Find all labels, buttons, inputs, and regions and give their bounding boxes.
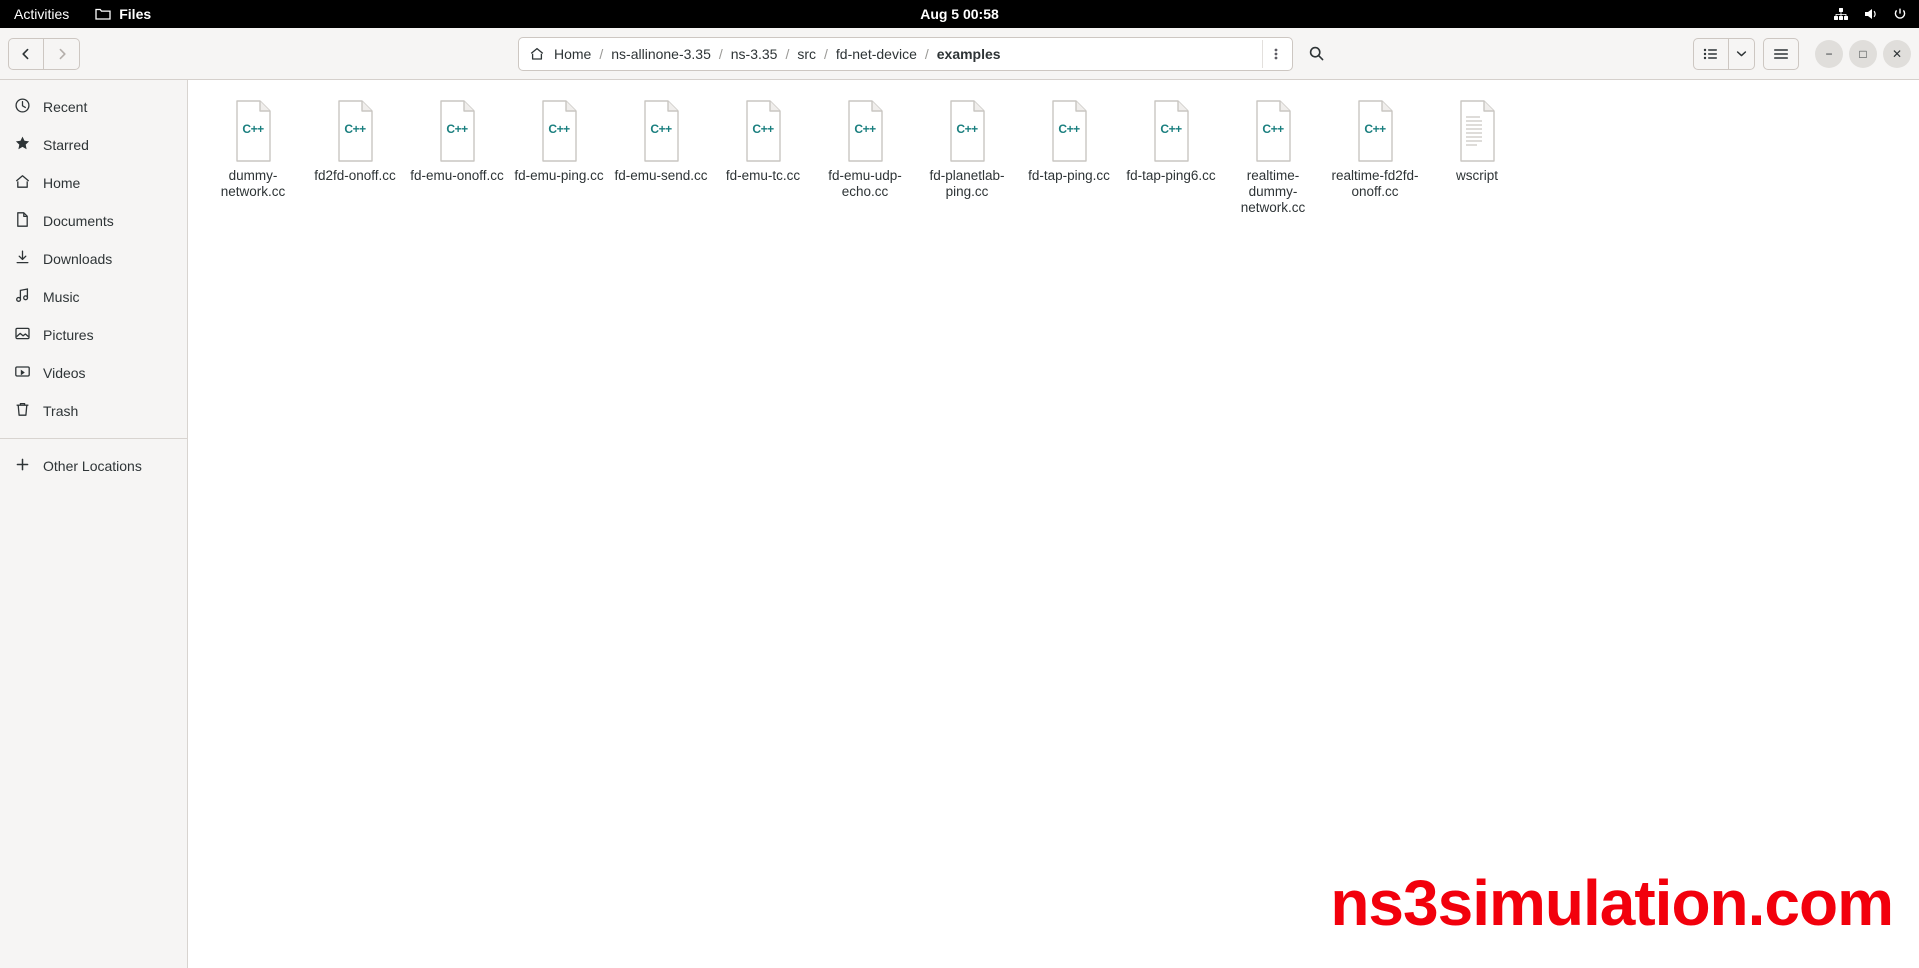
folder-icon xyxy=(95,7,111,21)
breadcrumb-item-5[interactable]: examples xyxy=(936,45,1001,62)
sidebar-item-downloads[interactable] xyxy=(0,240,187,278)
sidebar-item-label: Starred xyxy=(43,137,89,153)
file-item[interactable] xyxy=(1222,94,1324,224)
cpp-file-icon xyxy=(637,100,685,162)
star-icon xyxy=(14,135,31,155)
home-icon xyxy=(14,173,31,193)
sidebar-item-label: Other Locations xyxy=(43,458,142,474)
file-type-badge: C++ xyxy=(242,122,264,136)
file-name: fd-planetlab-ping.cc xyxy=(929,168,1005,199)
forward-button[interactable] xyxy=(44,38,80,70)
file-item[interactable] xyxy=(508,94,610,224)
file-name: realtime-dummy-network.cc xyxy=(1240,168,1306,215)
sidebar-item-trash[interactable] xyxy=(0,392,187,430)
sidebar-item-starred[interactable] xyxy=(0,126,187,164)
header-right-controls xyxy=(1693,38,1911,70)
cpp-file-icon xyxy=(943,100,991,162)
download-icon xyxy=(14,249,31,269)
sidebar-item-home[interactable] xyxy=(0,164,187,202)
breadcrumb-item-4[interactable]: fd-net-device xyxy=(835,45,917,62)
file-item[interactable] xyxy=(1018,94,1120,224)
cpp-file-icon xyxy=(1045,100,1093,162)
breadcrumb-separator: / xyxy=(599,45,604,62)
breadcrumb-separator: / xyxy=(785,45,790,62)
clock[interactable]: Aug 5 00:58 xyxy=(920,6,999,22)
nav-group xyxy=(8,38,158,70)
file-name: fd-emu-tc.cc xyxy=(725,168,801,183)
sidebar-item-label: Music xyxy=(43,289,80,305)
watermark: ns3simulation.com xyxy=(1330,867,1893,939)
music-note-icon xyxy=(14,287,31,307)
cpp-file-icon xyxy=(1249,100,1297,162)
cpp-file-icon xyxy=(433,100,481,162)
cpp-file-icon xyxy=(331,100,379,162)
file-type-badge: C++ xyxy=(752,122,774,136)
file-item[interactable] xyxy=(1426,94,1528,224)
breadcrumb-item-2[interactable]: ns-3.35 xyxy=(730,45,778,62)
document-icon xyxy=(14,211,31,231)
file-item[interactable] xyxy=(1324,94,1426,224)
app-menu-files[interactable] xyxy=(95,6,151,22)
breadcrumb-item-3[interactable]: src xyxy=(797,45,817,62)
sidebar-item-documents[interactable] xyxy=(0,202,187,240)
cpp-file-icon xyxy=(535,100,583,162)
window-controls xyxy=(1815,40,1911,68)
sidebar-item-pictures[interactable] xyxy=(0,316,187,354)
list-view-icon[interactable] xyxy=(1693,38,1729,70)
back-button[interactable] xyxy=(8,38,44,70)
breadcrumb[interactable] xyxy=(518,37,1293,71)
breadcrumb-separator: / xyxy=(824,45,828,62)
file-grid xyxy=(188,80,1919,224)
file-item[interactable] xyxy=(916,94,1018,224)
files-window xyxy=(0,28,1919,968)
file-item[interactable] xyxy=(712,94,814,224)
file-type-badge: C++ xyxy=(650,122,672,136)
sidebar-item-label: Trash xyxy=(43,403,79,419)
system-tray[interactable] xyxy=(1833,7,1907,21)
file-type-badge: C++ xyxy=(1058,122,1080,136)
file-name: fd-emu-ping.cc xyxy=(514,168,604,183)
file-type-badge: C++ xyxy=(1262,122,1284,136)
file-type-badge: C++ xyxy=(854,122,876,136)
cpp-file-icon xyxy=(1351,100,1399,162)
file-item[interactable] xyxy=(406,94,508,224)
sidebar-item-videos[interactable] xyxy=(0,354,187,392)
text-file-icon xyxy=(1453,100,1501,162)
breadcrumb-item-0[interactable]: Home xyxy=(554,45,592,62)
app-menu-label: Files xyxy=(119,6,152,22)
file-item[interactable] xyxy=(610,94,712,224)
cpp-file-icon xyxy=(739,100,787,162)
sidebar-item-music[interactable] xyxy=(0,278,187,316)
close-button[interactable]: ✕ xyxy=(1883,40,1911,68)
file-name: fd-tap-ping.cc xyxy=(1028,168,1110,183)
file-name: dummy-network.cc xyxy=(220,168,286,199)
sidebar-item-label: Home xyxy=(43,175,81,191)
network-icon[interactable] xyxy=(1833,7,1849,21)
power-icon[interactable] xyxy=(1893,7,1907,21)
sidebar-item-label: Documents xyxy=(43,213,114,229)
sidebar-item-label: Pictures xyxy=(43,327,94,343)
breadcrumb-separator: / xyxy=(924,45,929,62)
file-type-badge: C++ xyxy=(1364,122,1386,136)
breadcrumb-list xyxy=(549,44,1262,64)
home-icon xyxy=(529,46,545,62)
header-bar xyxy=(0,28,1919,80)
file-type-badge: C++ xyxy=(344,122,366,136)
activities-button[interactable]: Activities xyxy=(14,6,70,22)
file-type-badge: C++ xyxy=(956,122,978,136)
file-name: realtime-fd2fd-onoff.cc xyxy=(1331,168,1419,199)
file-type-badge: C++ xyxy=(548,122,570,136)
file-view[interactable] xyxy=(188,80,1919,968)
vertical-dots-icon[interactable] xyxy=(1262,40,1288,68)
picture-icon xyxy=(14,325,31,345)
cpp-file-icon xyxy=(1147,100,1195,162)
window-body xyxy=(0,80,1919,968)
file-name: fd-emu-onoff.cc xyxy=(410,168,504,183)
file-item[interactable] xyxy=(1120,94,1222,224)
file-name: fd-tap-ping6.cc xyxy=(1126,168,1216,183)
hamburger-menu-icon[interactable] xyxy=(1763,38,1799,70)
minimize-button[interactable]: − xyxy=(1815,40,1843,68)
cpp-file-icon xyxy=(841,100,889,162)
breadcrumb-separator: / xyxy=(718,45,723,62)
clock-icon xyxy=(14,97,31,117)
path-area xyxy=(166,37,1685,71)
file-item[interactable] xyxy=(202,94,304,224)
file-name: fd-emu-udp-echo.cc xyxy=(828,168,902,199)
volume-icon[interactable] xyxy=(1863,7,1879,21)
breadcrumb-item-1[interactable]: ns-allinone-3.35 xyxy=(611,45,711,62)
file-name: fd2fd-onoff.cc xyxy=(314,168,396,183)
chevron-down-icon[interactable] xyxy=(1729,38,1755,70)
trash-icon xyxy=(14,401,31,421)
sidebar-item-label: Videos xyxy=(43,365,86,381)
sidebar-divider xyxy=(0,438,187,439)
gnome-top-bar xyxy=(0,0,1919,28)
maximize-button[interactable]: □ xyxy=(1849,40,1877,68)
sidebar-item-label: Recent xyxy=(43,99,88,115)
sidebar-item-recent[interactable] xyxy=(0,88,187,126)
file-name: fd-emu-send.cc xyxy=(614,168,708,183)
file-item[interactable] xyxy=(814,94,916,224)
file-item[interactable] xyxy=(304,94,406,224)
sidebar-item-other-locations[interactable] xyxy=(0,447,187,485)
file-type-badge: C++ xyxy=(1160,122,1182,136)
file-type-badge: C++ xyxy=(446,122,468,136)
sidebar xyxy=(0,80,188,968)
search-icon[interactable] xyxy=(1299,37,1333,71)
plus-icon xyxy=(14,456,31,476)
cpp-file-icon xyxy=(229,100,277,162)
video-icon xyxy=(14,363,31,383)
file-name: wscript xyxy=(1455,168,1498,183)
sidebar-item-label: Downloads xyxy=(43,251,113,267)
